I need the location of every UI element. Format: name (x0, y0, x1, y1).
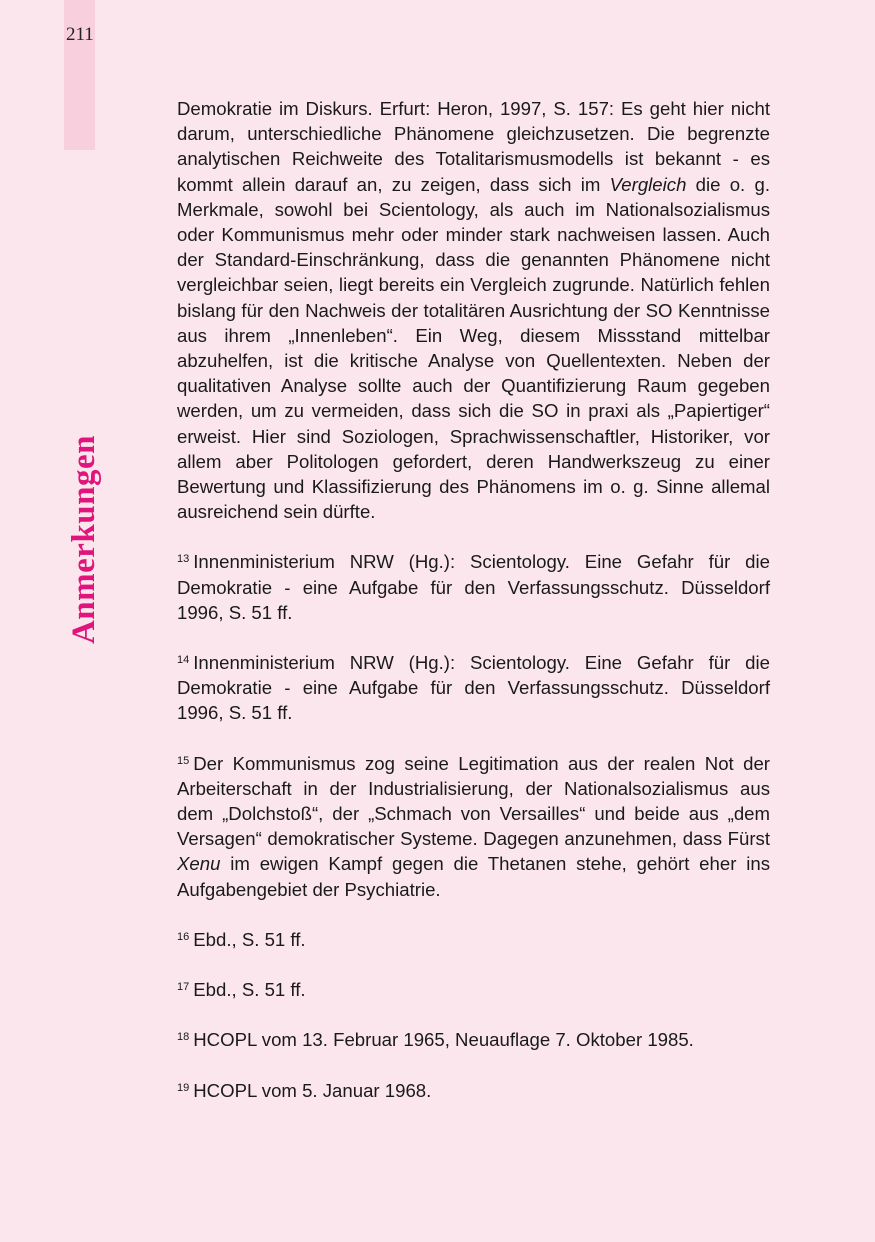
footnote-number: 16 (177, 930, 190, 943)
note-continuation-part1: Demokratie im Diskurs. Erfurt: Heron, 1997, S. 157: Es geht hier nicht darum, unterschiedliche Phänomene gleichzusetzen. Die begrenzte analytischen Reichweite des Totalitarismusmodells ist bekannt - es kommt allein darauf an, zu zeigen, dass sich im (177, 98, 770, 195)
page-number: 211 (66, 24, 94, 45)
footnote-15 (177, 751, 770, 902)
footnote-13 (177, 549, 770, 625)
footnote-number: 15 (177, 754, 190, 767)
footnote-text: Ebd., S. 51 ff. (193, 979, 306, 1001)
footnote-16 (177, 927, 770, 952)
footnote-emphasis: Xenu (177, 853, 221, 875)
footnote-text-before: Der Kommunismus zog seine Legitimation aus der realen Not der Arbeiterschaft in der Industrialisierung, der Nationalsozialismus aus dem „Dolchstoß“, der „Schmach von Versailles“ und beide aus „dem Versagen“ demokratischer Systeme. Dagegen anzunehmen, dass Fürst (177, 752, 770, 850)
footnote-text: HCOPL vom 5. Januar 1968. (193, 1079, 432, 1101)
footnote-text: Innenministerium NRW (Hg.): Scientology. Eine Gefahr für die Demokratie - eine Aufgabe für den Verfassungsschutz. Düsseldorf 1996, S. 51 ff. (177, 551, 770, 623)
footnote-text: Innenministerium NRW (Hg.): Scientology. Eine Gefahr für die Demokratie - eine Aufgabe für den Verfassungsschutz. Düsseldorf 1996, S. 51 ff. (177, 652, 770, 724)
footnote-text: Ebd., S. 51 ff. (193, 928, 306, 950)
footnote-number: 18 (177, 1031, 190, 1044)
footnote-number: 17 (177, 981, 190, 994)
section-label (66, 420, 102, 660)
footnote-number: 13 (177, 553, 190, 566)
margin-tab (64, 0, 95, 150)
footnote-text: HCOPL vom 13. Februar 1965, Neuauflage 7. Oktober 1985. (193, 1029, 694, 1051)
note-continuation (177, 96, 770, 524)
notes-body (177, 96, 770, 1103)
note-continuation-emphasis: Vergleich (609, 173, 687, 195)
footnote-number: 14 (177, 654, 190, 667)
footnote-number: 19 (177, 1081, 190, 1094)
footnote-14 (177, 650, 770, 726)
footnote-text-after: im ewigen Kampf gegen die Thetanen stehe, gehört eher ins Aufgabengebiet der Psychiatrie. (177, 853, 770, 900)
note-continuation-part2: die o. g. Merkmale, sowohl bei Scientology, als auch im Nationalsozialismus oder Kommunismus mehr oder minder stark nachweisen lassen. Auch der Standard-Einschränkung, dass die genannten Phänomene nicht vergleichbar seien, liegt bereits ein Vergleich zugrunde. Natürlich fehlen bislang für den Nachweis der totalitären Ausrichtung der SO Kenntnisse aus ihrem „Innenleben“. Ein Weg, diesem Missstand mittelbar abzuhelfen, ist die kritische Analyse von Quellentexten. Neben der qualitativen Analyse sollte auch der Quantifizierung Raum gegeben werden, um zu vermeiden, dass sich die SO in praxi als „Papiertiger“ erweist. Hier sind Soziologen, Sprachwissenschaftler, Historiker, vor allem aber Politologen gefordert, deren Handwerkszeug zu einer Bewertung und Klassifizierung des Phänomens im o. g. Sinne allemal ausreichend sein dürfte. (177, 173, 770, 523)
footnote-19 (177, 1078, 770, 1103)
footnote-17 (177, 977, 770, 1002)
section-label-text: Anmerkungen (66, 435, 102, 645)
footnote-18 (177, 1027, 770, 1052)
